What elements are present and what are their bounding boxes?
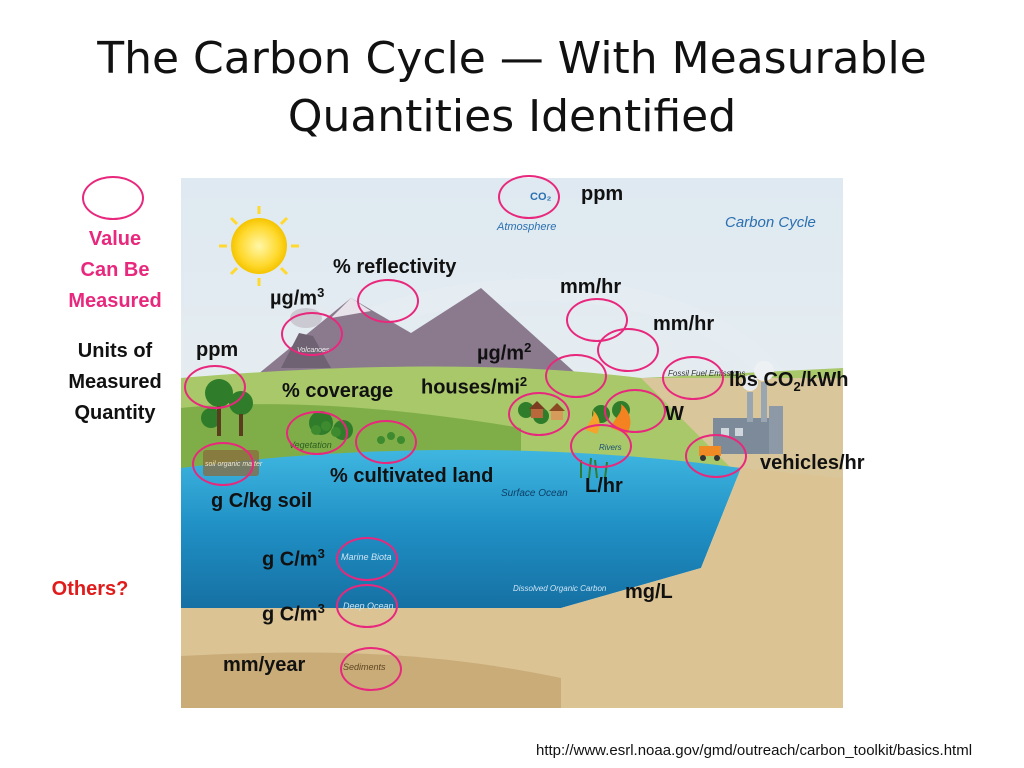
ring-soil — [192, 442, 254, 486]
dissolved-carbon-text: Dissolved Organic Carbon — [513, 584, 607, 593]
legend-value-measured: Value Can Be Measured — [68, 228, 162, 312]
ring-deep-ocean — [336, 584, 398, 628]
soil-text: soil organic matter — [205, 461, 263, 468]
unit-ug-m2: $\mu g/m^2$ — [477, 340, 532, 365]
sun-icon — [219, 206, 299, 286]
unit-g-c-m3-2: g $C/m^3$ — [262, 601, 325, 626]
carbon-cycle-diagram — [181, 178, 843, 708]
ring-volcano — [281, 312, 343, 356]
unit-l-hr: L/hr — [585, 475, 623, 497]
title-line-1: The Carbon Cycle — With Measurable — [97, 33, 927, 84]
ring-ug-m2 — [545, 354, 607, 398]
unit-g-c-kg: g C/kg soil — [211, 490, 313, 512]
co2-text: CO₂ — [530, 191, 552, 203]
unit-houses: houses/$mi^2$ — [421, 374, 528, 399]
unit-mg-l: mg/L — [625, 581, 673, 603]
ring-cultivated — [355, 420, 417, 464]
unit-ug-m3: $\mu g/m^3$ — [270, 285, 325, 310]
volcanoes-text: Volcanoes — [297, 347, 330, 354]
ring-rivers — [570, 424, 632, 468]
fossil-fuel-text: Fossil Fuel Emissions — [668, 369, 746, 378]
unit-watts: W — [665, 403, 684, 425]
ring-sediments — [340, 647, 402, 691]
ring-vehicles — [685, 434, 747, 478]
marine-biota-text: Marine Biota — [341, 552, 392, 562]
unit-mm-hr-1: mm/hr — [560, 276, 622, 298]
unit-cultivated: % cultivated land — [330, 465, 494, 487]
ring-rain-2 — [597, 328, 659, 372]
unit-g-c-m3-1: g $C/m^3$ — [262, 546, 325, 571]
ring-co2 — [498, 175, 560, 219]
deep-ocean-text: Deep Ocean — [343, 601, 394, 611]
unit-vehicles: vehicles/hr — [760, 452, 865, 474]
surface-ocean-text: Surface Ocean — [501, 488, 568, 499]
vegetation-text: Vegetation — [289, 440, 332, 450]
ring-marine-biota — [336, 537, 398, 581]
rivers-text: Rivers — [599, 443, 622, 452]
unit-lbs-co2: lbs $CO_2$/kWh — [729, 369, 849, 394]
ring-fossil-fuel — [662, 356, 724, 400]
unit-reflectivity: % reflectivity — [333, 256, 457, 278]
others-label: Others? — [51, 578, 129, 600]
slide-title — [0, 30, 1024, 146]
unit-ppm-top: ppm — [581, 183, 624, 205]
ring-ppm-left — [184, 365, 246, 409]
legend-units: Units of Measured Quantity — [68, 340, 162, 424]
title-line-2: Quantities Identified — [287, 91, 737, 142]
carbon-cycle-text: Carbon Cycle — [725, 214, 816, 231]
ring-reflectivity — [357, 279, 419, 323]
atmosphere-text: Atmosphere — [497, 221, 557, 233]
legend-ring-icon — [82, 176, 144, 220]
sediments-text: Sediments — [343, 662, 386, 672]
ring-vegetation — [286, 411, 348, 455]
source-url[interactable]: http://www.esrl.noaa.gov/gmd/outreach/carbon_toolkit/basics.html — [536, 742, 973, 759]
unit-mm-hr-2: mm/hr — [653, 313, 715, 335]
unit-mm-year: mm/year — [223, 654, 306, 676]
unit-coverage: % coverage — [282, 380, 394, 402]
unit-ppm-left: ppm — [196, 339, 239, 361]
